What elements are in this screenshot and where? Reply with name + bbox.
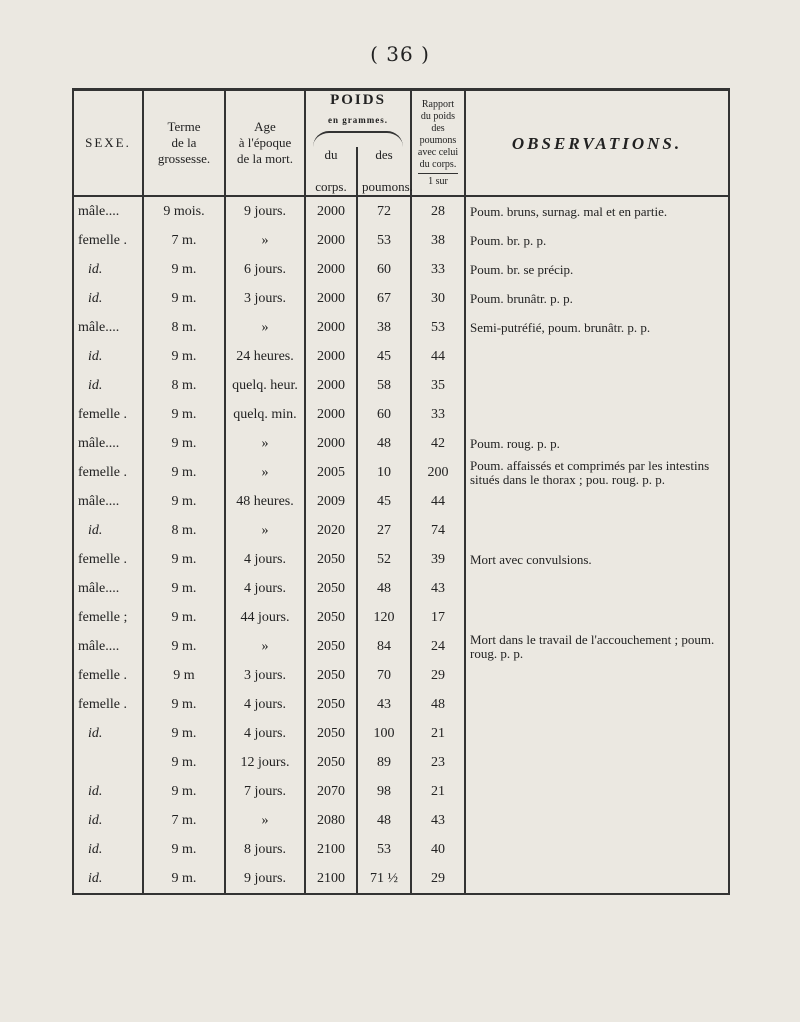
cell-terme: 9 m. [143, 400, 225, 429]
cell-poids-corps: 2000 [305, 400, 357, 429]
cell-rapport: 38 [411, 226, 465, 255]
cell-rapport: 74 [411, 516, 465, 545]
cell-poids-poumons: 48 [357, 574, 411, 603]
cell-age: 4 jours. [225, 719, 305, 748]
cell-terme: 8 m. [143, 516, 225, 545]
cell-terme: 9 m [143, 661, 225, 690]
table-row [73, 690, 729, 719]
table-row [73, 342, 729, 371]
cell-terme: 8 m. [143, 313, 225, 342]
cell-observations [465, 516, 729, 545]
cell-poids-poumons: 89 [357, 748, 411, 777]
cell-rapport: 35 [411, 371, 465, 400]
cell-terme: 9 m. [143, 458, 225, 487]
cell-sexe: id. [73, 777, 143, 806]
cell-age: 3 jours. [225, 661, 305, 690]
cell-age: 9 jours. [225, 864, 305, 894]
cell-poids-corps: 2050 [305, 661, 357, 690]
cell-rapport: 44 [411, 342, 465, 371]
table-body [73, 196, 729, 894]
cell-sexe: mâle.... [73, 632, 143, 661]
cell-rapport: 21 [411, 719, 465, 748]
cell-terme: 9 m. [143, 835, 225, 864]
cell-poids-poumons: 45 [357, 487, 411, 516]
table-row [73, 806, 729, 835]
cell-terme: 8 m. [143, 371, 225, 400]
header-rapport-line7: 1 sur [428, 175, 448, 187]
table-row [73, 313, 729, 342]
cell-poids-poumons: 98 [357, 777, 411, 806]
cell-poids-poumons: 53 [357, 835, 411, 864]
cell-observations [465, 342, 729, 371]
cell-age: 24 heures. [225, 342, 305, 371]
cell-observations [465, 487, 729, 516]
header-rapport-line3: des [431, 122, 445, 134]
cell-rapport: 33 [411, 400, 465, 429]
cell-poids-corps: 2000 [305, 429, 357, 458]
cell-poids-corps: 2000 [305, 255, 357, 284]
cell-poids-poumons: 43 [357, 690, 411, 719]
cell-sexe: mâle.... [73, 313, 143, 342]
table-row [73, 487, 729, 516]
cell-poids-corps: 2050 [305, 603, 357, 632]
cell-poids-poumons: 48 [357, 806, 411, 835]
table-row [73, 835, 729, 864]
brace-mark [313, 131, 403, 147]
cell-age: quelq. heur. [225, 371, 305, 400]
cell-sexe: femelle . [73, 545, 143, 574]
cell-poids-poumons: 60 [357, 255, 411, 284]
table-row [73, 458, 729, 487]
cell-poids-corps: 2050 [305, 690, 357, 719]
cell-poids-poumons: 53 [357, 226, 411, 255]
cell-terme: 9 m. [143, 545, 225, 574]
cell-terme: 9 m. [143, 255, 225, 284]
cell-sexe: id. [73, 342, 143, 371]
header-terme-line3: grossesse. [157, 151, 211, 167]
cell-poids-corps: 2000 [305, 226, 357, 255]
header-du-corps-line2: corps. [315, 179, 347, 194]
cell-observations: Poum. roug. p. p. [465, 429, 729, 458]
header-du-corps [305, 147, 357, 197]
cell-poids-corps: 2070 [305, 777, 357, 806]
header-rapport-line5: avec celui [417, 146, 459, 158]
table-row [73, 255, 729, 284]
header-rapport-line6: du corps. [419, 158, 457, 170]
table-row [73, 719, 729, 748]
header-poids [305, 90, 411, 147]
table-row [73, 545, 729, 574]
cell-poids-corps: 2009 [305, 487, 357, 516]
cell-age: 12 jours. [225, 748, 305, 777]
data-table [72, 88, 730, 895]
header-age-line1: Age [254, 118, 276, 134]
cell-rapport: 44 [411, 487, 465, 516]
header-des-poumons-line2: poumons. [362, 179, 413, 194]
table-row [73, 226, 729, 255]
table-row [73, 748, 729, 777]
cell-sexe: id. [73, 806, 143, 835]
cell-poids-poumons: 52 [357, 545, 411, 574]
cell-terme: 9 m. [143, 719, 225, 748]
cell-poids-poumons: 10 [357, 458, 411, 487]
cell-age: » [225, 516, 305, 545]
cell-poids-corps: 2000 [305, 342, 357, 371]
header-rapport-line4: poumons [419, 134, 457, 146]
header-terme-line2: de la [171, 135, 197, 150]
cell-sexe: id. [73, 864, 143, 894]
cell-sexe [73, 748, 143, 777]
cell-terme: 9 m. [143, 777, 225, 806]
table-row [73, 603, 729, 632]
header-rapport-line1: Rapport [421, 98, 455, 110]
cell-rapport: 29 [411, 864, 465, 894]
cell-sexe: mâle.... [73, 429, 143, 458]
cell-rapport: 23 [411, 748, 465, 777]
table-header [73, 90, 729, 197]
cell-poids-corps: 2050 [305, 719, 357, 748]
cell-terme: 9 m. [143, 748, 225, 777]
cell-age: 9 jours. [225, 196, 305, 226]
cell-age: 4 jours. [225, 690, 305, 719]
cell-sexe: id. [73, 255, 143, 284]
cell-observations [465, 835, 729, 864]
table-row [73, 632, 729, 661]
cell-sexe: id. [73, 371, 143, 400]
cell-sexe: id. [73, 516, 143, 545]
cell-observations [465, 864, 729, 894]
cell-poids-poumons: 72 [357, 196, 411, 226]
cell-observations [465, 719, 729, 748]
cell-age: 6 jours. [225, 255, 305, 284]
cell-sexe: femelle . [73, 400, 143, 429]
cell-age: 7 jours. [225, 777, 305, 806]
cell-terme: 9 m. [143, 342, 225, 371]
cell-poids-poumons: 84 [357, 632, 411, 661]
cell-rapport: 40 [411, 835, 465, 864]
header-rapport [411, 90, 465, 197]
header-poids-subtitle: en grammes. [328, 114, 388, 125]
table-row [73, 516, 729, 545]
cell-poids-corps: 2100 [305, 864, 357, 894]
cell-age: » [225, 313, 305, 342]
cell-age: quelq. min. [225, 400, 305, 429]
cell-poids-corps: 2000 [305, 284, 357, 313]
header-poids-title: POIDS [330, 92, 386, 108]
table-row [73, 284, 729, 313]
cell-age: » [225, 806, 305, 835]
cell-poids-poumons: 67 [357, 284, 411, 313]
cell-terme: 9 m. [143, 603, 225, 632]
cell-observations: Semi-putréfié, poum. brunâtr. p. p. [465, 313, 729, 342]
cell-poids-poumons: 38 [357, 313, 411, 342]
cell-sexe: femelle . [73, 226, 143, 255]
table-row [73, 429, 729, 458]
cell-rapport: 39 [411, 545, 465, 574]
cell-rapport: 30 [411, 284, 465, 313]
cell-observations: Poum. br. se précip. [465, 255, 729, 284]
header-age-line2: à l'époque [238, 135, 292, 150]
cell-poids-corps: 2050 [305, 545, 357, 574]
cell-observations: Poum. bruns, surnag. mal et en partie. [465, 196, 729, 226]
table-row [73, 864, 729, 894]
table-row [73, 371, 729, 400]
cell-sexe: id. [73, 835, 143, 864]
cell-poids-poumons: 48 [357, 429, 411, 458]
header-du-corps-line1: du [324, 146, 338, 162]
cell-sexe: femelle . [73, 690, 143, 719]
cell-age: » [225, 458, 305, 487]
cell-terme: 7 m. [143, 226, 225, 255]
cell-sexe: femelle . [73, 458, 143, 487]
cell-rapport: 29 [411, 661, 465, 690]
header-terme-line1: Terme [167, 118, 201, 134]
cell-poids-poumons: 120 [357, 603, 411, 632]
cell-rapport: 53 [411, 313, 465, 342]
cell-age: 8 jours. [225, 835, 305, 864]
header-des-poumons-line1: des [375, 146, 393, 162]
cell-observations: Poum. brunâtr. p. p. [465, 284, 729, 313]
cell-terme: 9 m. [143, 574, 225, 603]
cell-sexe: mâle.... [73, 196, 143, 226]
cell-terme: 9 m. [143, 429, 225, 458]
header-sexe: SEXE. [73, 90, 143, 197]
cell-rapport: 21 [411, 777, 465, 806]
cell-observations: Mort dans le travail de l'accouchement ; poum. roug. p. p. [465, 632, 729, 661]
header-rapport-rule [418, 173, 458, 174]
cell-poids-corps: 2000 [305, 196, 357, 226]
cell-poids-poumons: 27 [357, 516, 411, 545]
cell-poids-corps: 2005 [305, 458, 357, 487]
cell-observations [465, 690, 729, 719]
cell-sexe: id. [73, 719, 143, 748]
header-age-line3: de la mort. [237, 151, 293, 167]
cell-poids-poumons: 100 [357, 719, 411, 748]
cell-age: » [225, 632, 305, 661]
cell-observations [465, 400, 729, 429]
cell-rapport: 42 [411, 429, 465, 458]
cell-poids-poumons: 45 [357, 342, 411, 371]
cell-age: 44 jours. [225, 603, 305, 632]
cell-poids-corps: 2000 [305, 371, 357, 400]
cell-rapport: 43 [411, 806, 465, 835]
cell-poids-poumons: 71 ½ [357, 864, 411, 894]
cell-poids-corps: 2050 [305, 748, 357, 777]
header-age [225, 90, 305, 197]
cell-observations [465, 661, 729, 690]
cell-rapport: 33 [411, 255, 465, 284]
cell-age: 4 jours. [225, 574, 305, 603]
cell-rapport: 43 [411, 574, 465, 603]
cell-poids-corps: 2050 [305, 632, 357, 661]
cell-poids-corps: 2000 [305, 313, 357, 342]
cell-age: 3 jours. [225, 284, 305, 313]
cell-sexe: mâle.... [73, 574, 143, 603]
cell-poids-corps: 2020 [305, 516, 357, 545]
table-row [73, 574, 729, 603]
cell-terme: 9 m. [143, 632, 225, 661]
cell-terme: 9 m. [143, 690, 225, 719]
cell-rapport: 200 [411, 458, 465, 487]
cell-sexe: mâle.... [73, 487, 143, 516]
cell-age: 48 heures. [225, 487, 305, 516]
cell-terme: 9 m. [143, 864, 225, 894]
cell-observations [465, 574, 729, 603]
cell-sexe: femelle . [73, 661, 143, 690]
page-number: ( 36 ) [370, 42, 430, 66]
header-observations: OBSERVATIONS. [465, 90, 729, 197]
cell-poids-poumons: 60 [357, 400, 411, 429]
cell-rapport: 17 [411, 603, 465, 632]
header-terme [143, 90, 225, 197]
cell-terme: 9 m. [143, 487, 225, 516]
cell-age: » [225, 226, 305, 255]
cell-terme: 9 m. [143, 284, 225, 313]
cell-poids-corps: 2100 [305, 835, 357, 864]
cell-observations: Poum. affaissés et comprimés par les intestins situés dans le thorax ; pou. roug. p. p. [465, 458, 729, 487]
cell-observations [465, 777, 729, 806]
cell-observations [465, 603, 729, 632]
cell-observations [465, 806, 729, 835]
cell-poids-corps: 2080 [305, 806, 357, 835]
cell-observations: Mort avec convulsions. [465, 545, 729, 574]
cell-poids-poumons: 58 [357, 371, 411, 400]
cell-age: 4 jours. [225, 545, 305, 574]
cell-observations: Poum. br. p. p. [465, 226, 729, 255]
cell-sexe: femelle ; [73, 603, 143, 632]
cell-rapport: 48 [411, 690, 465, 719]
cell-terme: 9 mois. [143, 196, 225, 226]
cell-rapport: 28 [411, 196, 465, 226]
table-row [73, 661, 729, 690]
cell-terme: 7 m. [143, 806, 225, 835]
header-rapport-line2: du poids [420, 110, 456, 122]
cell-poids-corps: 2050 [305, 574, 357, 603]
cell-age: » [225, 429, 305, 458]
cell-observations [465, 748, 729, 777]
table-row [73, 196, 729, 226]
table-row [73, 777, 729, 806]
table-row [73, 400, 729, 429]
cell-poids-poumons: 70 [357, 661, 411, 690]
header-des-poumons [357, 147, 411, 197]
cell-observations [465, 371, 729, 400]
cell-rapport: 24 [411, 632, 465, 661]
cell-sexe: id. [73, 284, 143, 313]
